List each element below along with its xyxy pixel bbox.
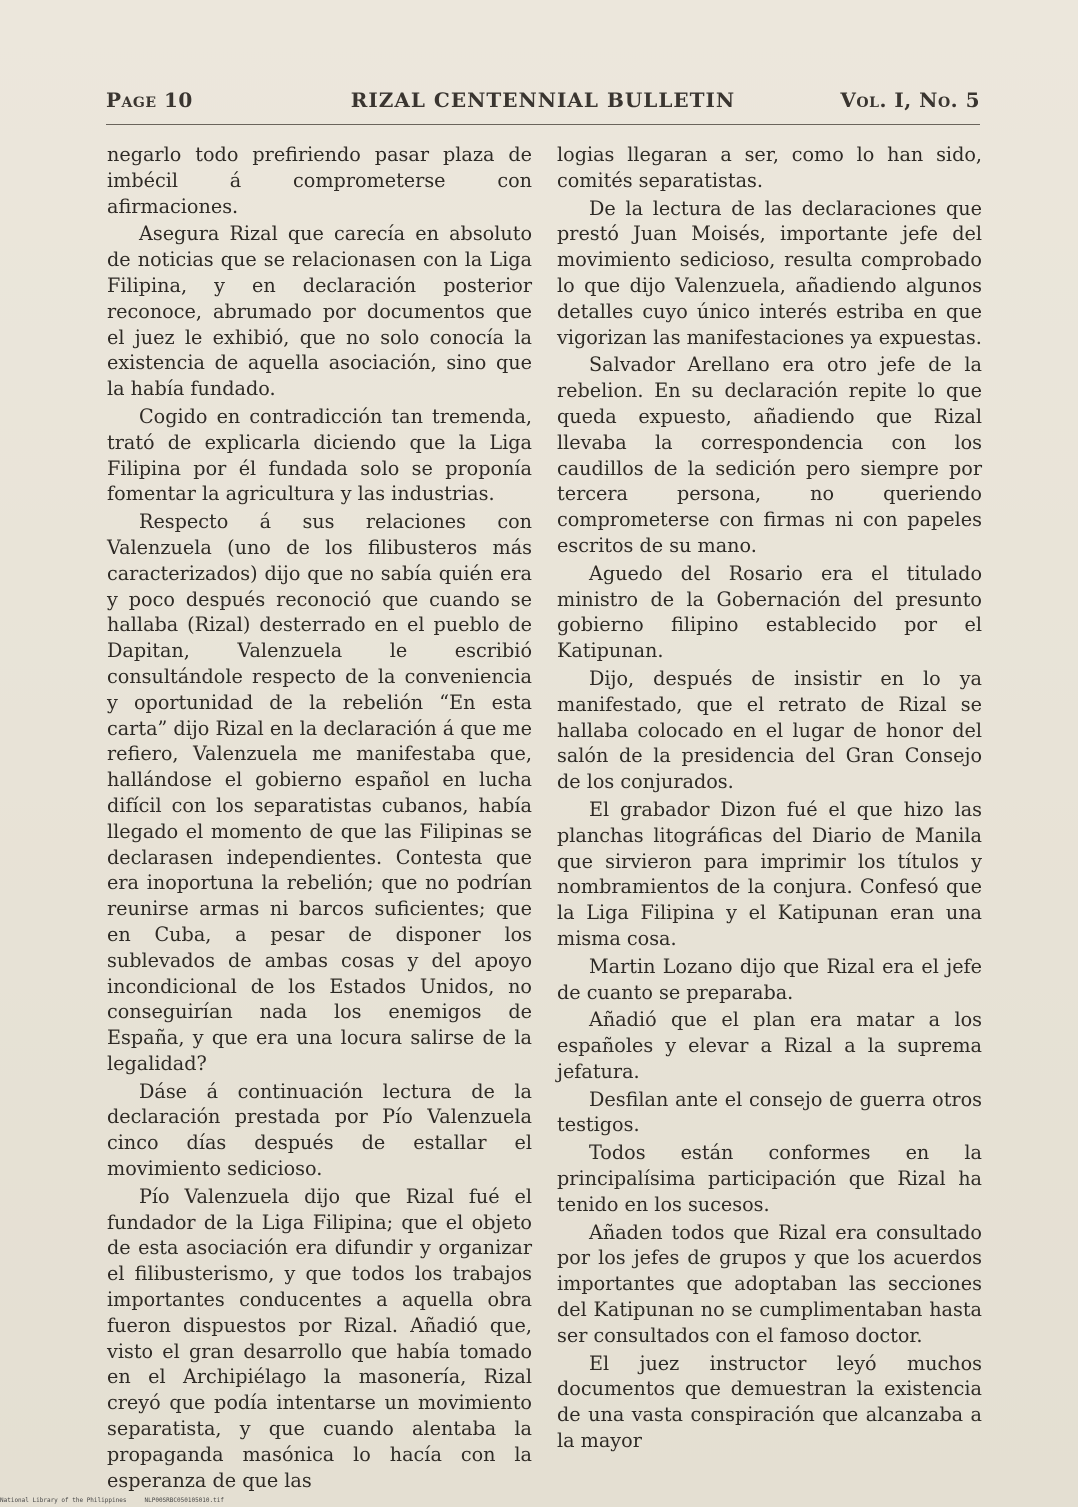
paragraph: logias llegaran a ser, como lo han sido, comités separatistas.: [557, 143, 982, 192]
volume-number: Vol. I, No. 5: [840, 88, 980, 112]
paragraph: Añadió que el plan era matar a los españoles y elevar a Rizal a la suprema jefatura.: [557, 1008, 982, 1083]
paragraph: Asegura Rizal que carecía en absoluto de noticias que se relacionasen con la Liga Filipina, y en declaración posterior reconoce, abrumado por documentos que el juez le exhibió, que no solo conocía la existencia de aquella asociación, sino que la había fundado.: [107, 222, 532, 401]
left-column: [107, 142, 532, 1495]
paragraph: Dijo, después de insistir en lo ya manifestado, que el retrato de Rizal se hallaba colocado en el lugar de honor del salón de la presidencia del Gran Consejo de los conjurados.: [557, 666, 982, 794]
publication-title: RIZAL CENTENNIAL BULLETIN: [350, 88, 736, 112]
paragraph: Dáse á continuación lectura de la declaración prestada por Pío Valenzuela cinco días después de estallar el movimiento sedicioso.: [107, 1079, 532, 1181]
scan-footer: National Library of the Philippines NLP00SRBC050105010.tif: [0, 1497, 224, 1504]
paragraph: Desfilan ante el consejo de guerra otros testigos.: [557, 1087, 982, 1137]
paragraph: Añaden todos que Rizal era consultado por los jefes de grupos y que los acuerdos importantes que adoptaban las secciones del Katipunan no se cumplimentaban hasta ser consultados con el famoso doctor.: [557, 1220, 982, 1347]
paragraph: El grabador Dizon fué el que hizo las planchas litográficas del Diario de Manila que sirvieron para imprimir los títulos y nombramientos de la conjura. Confesó que la Liga Filipina y el Katipunan eran una misma cosa.: [557, 797, 982, 950]
page-header: [106, 88, 980, 118]
paragraph: Pío Valenzuela dijo que Rizal fué el fundador de la Liga Filipina; que el objeto de esta asociación era difundir y organizar el filibusterismo, y que todos los trabajos importantes conducentes a aquella obra fueron dispuestos por Rizal. Añadió que, visto el gran desarrollo que había tomado en el Archipiélago la masonería, Rizal creyó que podía intentarse un movimiento separatista, y que cuando alentaba la propaganda masónica lo hacía con la esperanza de que las: [107, 1184, 532, 1492]
paragraph: negarlo todo prefiriendo pasar plaza de imbécil á comprometerse con afirmaciones.: [107, 143, 532, 218]
paragraph: El juez instructor leyó muchos documentos que demuestran la existencia de una vasta conspiración que alcanzaba a la mayor: [557, 1351, 982, 1453]
paragraph: Respecto á sus relaciones con Valenzuela (uno de los filibusteros más caracterizados) dijo que no sabía quién era y poco después reconoció que cuando se hallaba (Rizal) desterrado en el pueblo de Dapitan, Valenzuela le escribió consultándole respecto de la conveniencia y oportunidad de la rebelión “En esta carta” dijo Rizal en la declaración á que me refiero, Valenzuela me manifestaba que, hallándose el gobierno español en lucha difícil con los separatistas cubanos, había llegado el momento de que las Filipinas se declarasen independientes. Contesta que era inoportuna la rebelión; que no podrían reunirse armas ni barcos suficientes; que en Cuba, a pesar de disponer los sublevados de ambas cosas y del apoyo incondicional de los Estados Unidos, no conseguirían nada los enemigos de España, y que era una locura salirse de la legalidad?: [107, 510, 532, 1075]
page-number: Page 10: [106, 88, 193, 112]
paragraph: Martin Lozano dijo que Rizal era el jefe de cuanto se preparaba.: [557, 954, 982, 1004]
paragraph: Todos están conformes en la principalísima participación que Rizal ha tenido en los sucesos.: [557, 1141, 982, 1216]
paragraph: Salvador Arellano era otro jefe de la rebelion. En su declaración repite lo que queda expuesto, añadiendo que Rizal llevaba la correspondencia con los caudillos de la sedición pero siempre por tercera persona, no queriendo comprometerse con firmas ni con papeles escritos de su mano.: [557, 353, 982, 557]
right-column: [557, 142, 982, 1456]
paragraph: Aguedo del Rosario era el titulado ministro de la Gobernación del presunto gobierno filipino establecido por el Katipunan.: [557, 561, 982, 663]
header-rule: [106, 124, 980, 125]
paragraph: De la lectura de las declaraciones que prestó Juan Moisés, importante jefe del movimiento sedicioso, resulta comprobado lo que dijo Valenzuela, añadiendo algunos detalles cuyo único interés estriba en que vigorizan las manifestaciones ya expuestas.: [557, 196, 982, 349]
paragraph: Cogido en contradicción tan tremenda, trató de explicarla diciendo que la Liga Filipina por él fundada solo se proponía fomentar la agricultura y las industrias.: [107, 404, 532, 506]
